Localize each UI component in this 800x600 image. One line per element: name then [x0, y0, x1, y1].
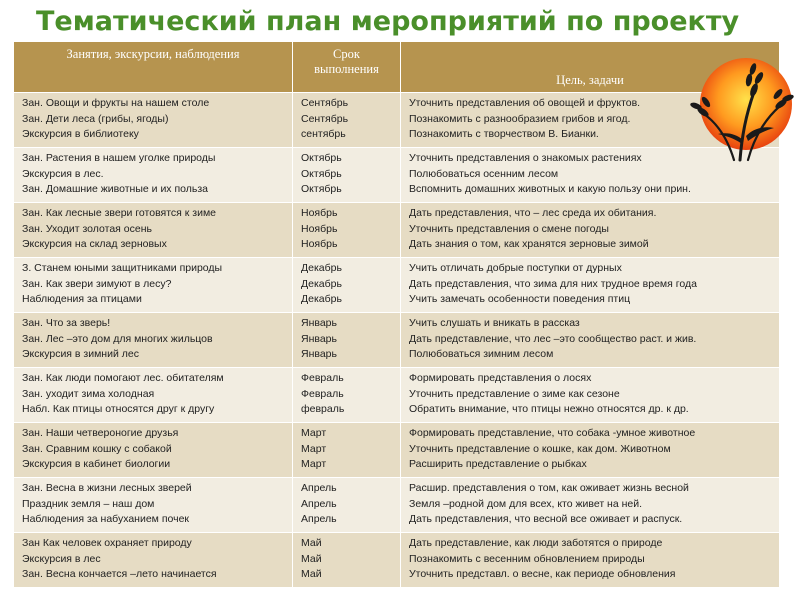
goal-line: Познакомить с творчеством В. Бианки.	[409, 128, 599, 140]
goal-line: Уточнить представления о знакомых растениях	[409, 152, 642, 164]
topic-line: Зан. Как лесные звери готовятся к зиме	[22, 207, 217, 219]
term-line: Декабрь	[301, 293, 342, 305]
topic-line: Зан. Что за зверь!	[22, 317, 111, 329]
topic-line: Зан. Домашние животные и их польза	[22, 183, 209, 195]
table-header-row	[14, 42, 780, 93]
cell-term	[293, 148, 401, 203]
topic-line: Зан. Как звери зимуют в лесу?	[22, 277, 172, 290]
term-line: Ноябрь	[301, 207, 338, 219]
goal-line: Формировать представление, что собака -умное животное	[409, 427, 696, 439]
term-line: Апрель	[301, 482, 337, 494]
table-row	[14, 313, 780, 368]
goal-line: Дать представления, что зима для них трудное время года	[409, 277, 697, 290]
topic-line: Экскурсия в кабинет биологии	[22, 458, 171, 470]
header-topic: Занятия, экскурсии, наблюдения	[14, 42, 293, 93]
topic-line: Зан. Наши четвероногие друзья	[22, 427, 179, 439]
term-line: Ноябрь	[301, 222, 338, 235]
term-line: Январь	[301, 348, 337, 360]
cell-term	[293, 533, 401, 588]
plan-table	[13, 41, 780, 588]
topic-line: Зан. Сравним кошку с собакой	[22, 442, 172, 455]
cell-topic	[14, 313, 293, 368]
topic-line: Зан. Дети леса (грибы, ягоды)	[22, 112, 169, 125]
cell-term	[293, 93, 401, 148]
cell-goal	[401, 478, 780, 533]
topic-line: Экскурсия в лес.	[22, 167, 104, 180]
topic-line: Экскурсия в зимний лес	[22, 348, 139, 360]
goal-line: Расширить представление о рыбках	[409, 458, 587, 470]
topic-line: Экскурсия в библиотеку	[22, 128, 139, 140]
cell-term	[293, 203, 401, 258]
topic-line: Зан. Весна в жизни лесных зверей	[22, 482, 192, 494]
topic-line: Набл. Как птицы относятся друг к другу	[22, 403, 215, 415]
cell-goal	[401, 423, 780, 478]
term-line: Май	[301, 537, 322, 549]
topic-line: Наблюдения за набуханием почек	[22, 513, 190, 525]
term-line: Сентябрь	[301, 112, 349, 125]
cell-term	[293, 368, 401, 423]
table-row	[14, 258, 780, 313]
cell-topic	[14, 368, 293, 423]
cell-topic	[14, 533, 293, 588]
cell-goal	[401, 203, 780, 258]
goal-line: Формировать представления о лосях	[409, 372, 592, 384]
table-row	[14, 203, 780, 258]
term-line: Март	[301, 427, 327, 439]
cell-topic	[14, 478, 293, 533]
table-row	[14, 423, 780, 478]
header-term: Срок выполнения	[293, 42, 401, 93]
topic-line: З. Станем юными защитниками природы	[22, 262, 223, 274]
goal-line: Учить замечать особенности поведения птиц	[409, 293, 631, 305]
cell-term	[293, 258, 401, 313]
topic-line: Экскурсия в лес	[22, 552, 101, 565]
goal-line: Уточнить представления об овощей и фруктов.	[409, 97, 641, 109]
cell-term	[293, 423, 401, 478]
term-line: Май	[301, 568, 322, 580]
term-line: Декабрь	[301, 262, 342, 274]
topic-line: Зан. Растения в нашем уголке природы	[22, 152, 216, 164]
term-line: Март	[301, 442, 327, 455]
goal-line: Уточнить представление о зиме как сезоне	[409, 387, 620, 400]
term-line: Май	[301, 552, 322, 565]
goal-line: Земля –родной дом для всех, кто живет на ней.	[409, 497, 643, 510]
cell-topic	[14, 423, 293, 478]
topic-line: Зан. Овощи и фрукты на нашем столе	[22, 97, 210, 109]
topic-line: Зан. Весна кончается –лето начинается	[22, 568, 217, 580]
goal-line: Дать представление, как люди заботятся о природе	[409, 537, 663, 549]
sun-wheat-icon	[688, 40, 800, 162]
term-line: февраль	[301, 403, 345, 415]
term-line: Январь	[301, 317, 337, 329]
cell-goal	[401, 258, 780, 313]
goal-line: Расшир. представления о том, как оживает жизнь весной	[409, 482, 689, 494]
topic-line: Зан. уходит зима холодная	[22, 387, 155, 400]
topic-line: Праздник земля – наш дом	[22, 497, 155, 510]
term-line: Сентябрь	[301, 97, 349, 109]
goal-line: Учить отличать добрые поступки от дурных	[409, 262, 622, 274]
term-line: Январь	[301, 332, 337, 345]
term-line: Апрель	[301, 513, 337, 525]
term-line: Март	[301, 458, 327, 470]
term-line: Октябрь	[301, 183, 342, 195]
term-line: Октябрь	[301, 167, 342, 180]
goal-line: Вспомнить домашних животных и какую пользу они прин.	[409, 183, 691, 195]
goal-line: Обратить внимание, что птицы нежно относятся др. к др.	[409, 403, 689, 415]
goal-line: Познакомить с разнообразием грибов и ягод.	[409, 112, 631, 125]
goal-line: Учить слушать и вникать в рассказ	[409, 317, 580, 329]
cell-topic	[14, 148, 293, 203]
page-title: Тематический план мероприятий по проекту	[36, 6, 740, 37]
topic-line: Экскурсия на склад зерновых	[22, 238, 167, 250]
header-goal: Цель, задачи	[401, 42, 780, 93]
term-line: Октябрь	[301, 152, 342, 164]
goal-line: Дать знания о том, как хранятся зерновые зимой	[409, 238, 649, 250]
term-line: Декабрь	[301, 277, 342, 290]
table-body	[14, 93, 780, 588]
table-row	[14, 93, 780, 148]
table-row	[14, 368, 780, 423]
topic-line: Зан. Как люди помогают лес. обитателям	[22, 372, 224, 384]
term-line: Ноябрь	[301, 238, 338, 250]
cell-goal	[401, 313, 780, 368]
term-line: Февраль	[301, 372, 344, 384]
goal-line: Полюбоваться зимним лесом	[409, 348, 554, 360]
table-row	[14, 478, 780, 533]
table-row	[14, 148, 780, 203]
table-row	[14, 533, 780, 588]
term-line: Апрель	[301, 497, 337, 510]
cell-topic	[14, 258, 293, 313]
cell-goal	[401, 368, 780, 423]
term-line: сентябрь	[301, 128, 346, 140]
cell-topic	[14, 203, 293, 258]
goal-line: Дать представление, что лес –это сообщество раст. и жив.	[409, 332, 697, 345]
cell-term	[293, 478, 401, 533]
topic-line: Зан. Уходит золотая осень	[22, 222, 152, 235]
goal-line: Познакомить с весенним обновлением природы	[409, 552, 645, 565]
cell-term	[293, 313, 401, 368]
topic-line: Зан. Лес –это дом для многих жильцов	[22, 332, 213, 345]
goal-line: Уточнить представления о смене погоды	[409, 222, 609, 235]
goal-line: Полюбоваться осенним лесом	[409, 167, 559, 180]
goal-line: Уточнить представл. о весне, как периоде обновления	[409, 568, 676, 580]
cell-topic	[14, 93, 293, 148]
topic-line: Наблюдения за птицами	[22, 293, 142, 305]
topic-line: Зан Как человек охраняет природу	[22, 537, 192, 549]
cell-goal	[401, 533, 780, 588]
term-line: Февраль	[301, 387, 344, 400]
goal-line: Уточнить представление о кошке, как дом. Животном	[409, 442, 671, 455]
goal-line: Дать представления, что – лес среда их обитания.	[409, 207, 657, 219]
goal-line: Дать представления, что весной все оживает и распуск.	[409, 513, 683, 525]
